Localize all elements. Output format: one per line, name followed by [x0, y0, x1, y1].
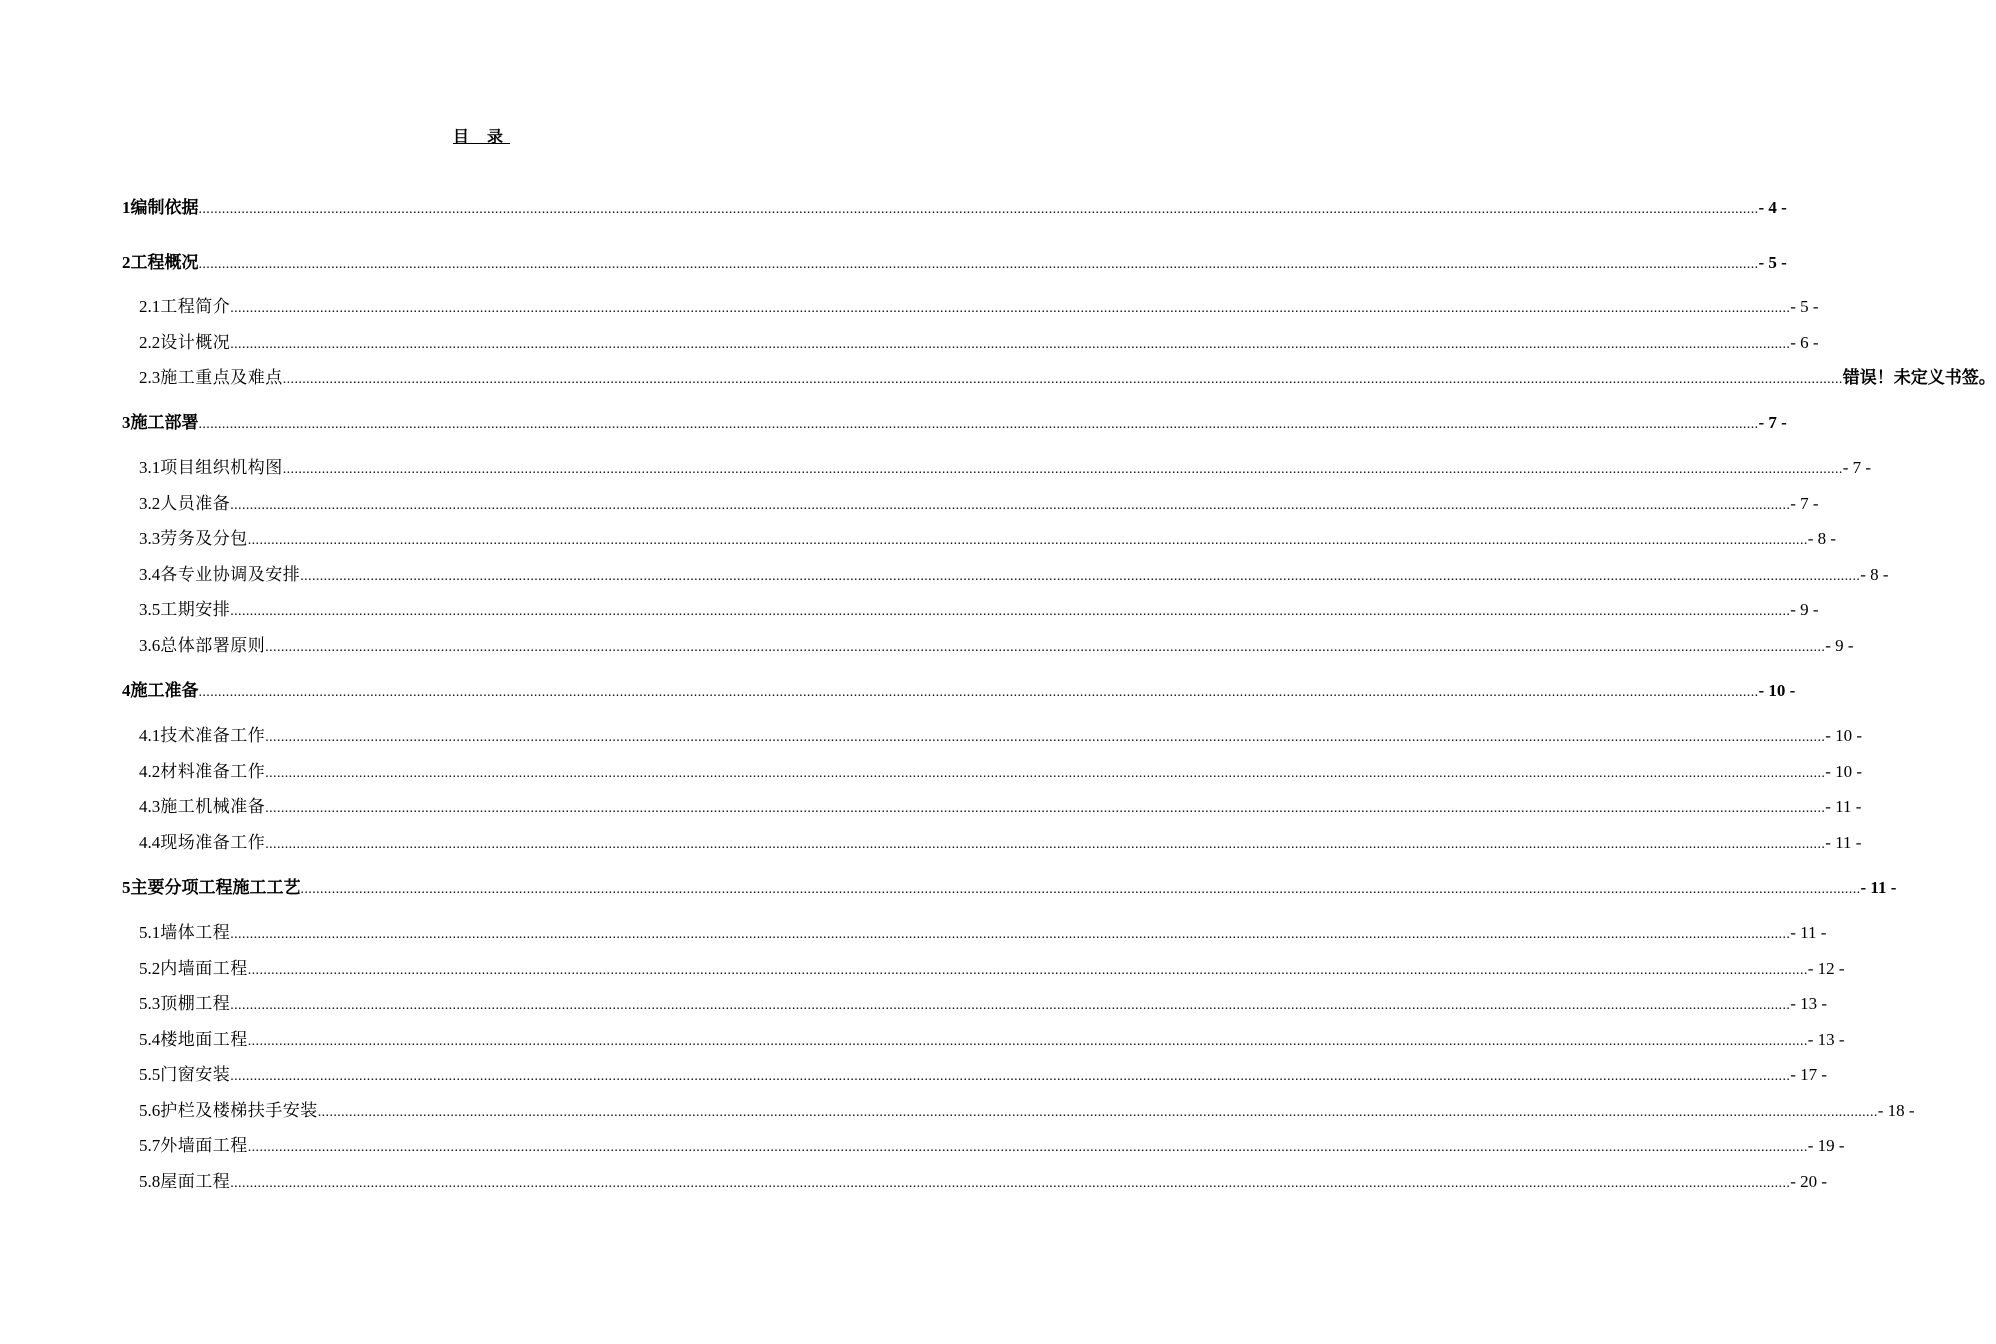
- toc-entry-title: 外墙面工程: [160, 1136, 248, 1155]
- toc-entry[interactable]: [139, 563, 1889, 587]
- toc-dot-leader: ................................................................................................................................................................................................................................................................................................................................................................................................................: [300, 569, 1861, 584]
- toc-entry-number: 5.8: [139, 1172, 161, 1191]
- toc-entry-page: - 5 -: [1758, 253, 1787, 272]
- toc-entry[interactable]: [139, 331, 1819, 355]
- toc-entry-number: 3: [122, 413, 131, 432]
- toc-entry-page: - 13 -: [1790, 994, 1828, 1013]
- toc-entry-title: 材料准备工作: [160, 762, 266, 781]
- toc-dot-leader: ................................................................................................................................................................................................................................................................................................................................................................................................................: [247, 1034, 1808, 1049]
- toc-entry-number: 4.4: [139, 833, 161, 852]
- toc-entry-page: - 19 -: [1807, 1136, 1845, 1155]
- toc-entry-title: 楼地面工程: [160, 1030, 248, 1049]
- toc-entry-title: 护栏及楼梯扶手安装: [160, 1101, 318, 1120]
- toc-entry[interactable]: [122, 876, 1897, 900]
- toc-entry-page: - 18 -: [1877, 1101, 1915, 1120]
- toc-entry-number: 4: [122, 681, 131, 700]
- toc-entry-number: 4.1: [139, 726, 161, 745]
- toc-entry-page: - 13 -: [1807, 1030, 1845, 1049]
- toc-dot-leader: ................................................................................................................................................................................................................................................................................................................................................................................................................: [247, 963, 1808, 978]
- toc-entry[interactable]: [122, 679, 1796, 703]
- toc-entry-title: 施工机械准备: [160, 797, 266, 816]
- toc-dot-leader: ................................................................................................................................................................................................................................................................................................................................................................................................................: [230, 927, 1791, 942]
- toc-entry-title: 墙体工程: [160, 923, 231, 942]
- toc-dot-leader: ................................................................................................................................................................................................................................................................................................................................................................................................................: [198, 202, 1759, 217]
- toc-entry-title: 人员准备: [160, 494, 231, 513]
- toc-entry[interactable]: [139, 1028, 1845, 1052]
- toc-entry-title: 施工部署: [130, 413, 199, 432]
- toc-dot-leader: ................................................................................................................................................................................................................................................................................................................................................................................................................: [265, 801, 1826, 816]
- toc-entry-number: 3.1: [139, 458, 161, 477]
- toc-entry[interactable]: [139, 831, 1862, 855]
- toc-entry-number: 5.2: [139, 959, 161, 978]
- toc-entry[interactable]: [139, 724, 1863, 748]
- toc-entry-page: - 10 -: [1758, 681, 1796, 700]
- toc-entry-number: 3.5: [139, 600, 161, 619]
- toc-entry-title: 总体部署原则: [160, 636, 266, 655]
- toc-entry-page: - 12 -: [1807, 959, 1845, 978]
- toc-entry-number: 3.2: [139, 494, 161, 513]
- toc-entry-number: 5.6: [139, 1101, 161, 1120]
- toc-entry[interactable]: [139, 598, 1819, 622]
- toc-entry[interactable]: [139, 992, 1828, 1016]
- toc-entry-page: - 4 -: [1758, 198, 1787, 217]
- toc-dot-leader: ................................................................................................................................................................................................................................................................................................................................................................................................................: [230, 604, 1791, 619]
- toc-entry-page: - 8 -: [1860, 565, 1889, 584]
- toc-entry[interactable]: [139, 1063, 1828, 1087]
- toc-dot-leader: ................................................................................................................................................................................................................................................................................................................................................................................................................: [282, 462, 1843, 477]
- toc-dot-leader: ................................................................................................................................................................................................................................................................................................................................................................................................................: [230, 998, 1791, 1013]
- toc-entry-page: - 11 -: [1825, 797, 1862, 816]
- toc-entry-number: 3.4: [139, 565, 161, 584]
- toc-entry-title: 主要分项工程施工工艺: [130, 878, 301, 897]
- toc-entry[interactable]: [139, 795, 1862, 819]
- toc-entry-number: 4.3: [139, 797, 161, 816]
- toc-entry-number: 3.3: [139, 529, 161, 548]
- toc-dot-leader: ................................................................................................................................................................................................................................................................................................................................................................................................................: [230, 301, 1791, 316]
- toc-entry-number: 5.1: [139, 923, 161, 942]
- toc-entry-title: 顶棚工程: [160, 994, 231, 1013]
- toc-entry-title: 内墙面工程: [160, 959, 248, 978]
- toc-entry-page: - 17 -: [1790, 1065, 1828, 1084]
- toc-entry-page: - 11 -: [1790, 923, 1827, 942]
- toc-entry-number: 1: [122, 198, 131, 217]
- toc-dot-leader: ................................................................................................................................................................................................................................................................................................................................................................................................................: [282, 372, 1843, 387]
- toc-dot-leader: ................................................................................................................................................................................................................................................................................................................................................................................................................: [247, 1140, 1808, 1155]
- toc-dot-leader: ................................................................................................................................................................................................................................................................................................................................................................................................................: [230, 498, 1791, 513]
- toc-entry-page: - 11 -: [1860, 878, 1897, 897]
- toc-entry-page: - 6 -: [1790, 333, 1819, 352]
- toc-dot-leader: ................................................................................................................................................................................................................................................................................................................................................................................................................: [317, 1105, 1878, 1120]
- toc-entry-title: 现场准备工作: [160, 833, 266, 852]
- toc-entry-number: 2.1: [139, 297, 161, 316]
- toc-entry-number: 3.6: [139, 636, 161, 655]
- toc-dot-leader: ................................................................................................................................................................................................................................................................................................................................................................................................................: [247, 533, 1808, 548]
- toc-entry[interactable]: [122, 411, 1787, 435]
- toc-entry-number: 5: [122, 878, 131, 897]
- toc-entry-number: 4.2: [139, 762, 161, 781]
- toc-entry-title: 屋面工程: [160, 1172, 231, 1191]
- toc-entry[interactable]: [139, 366, 1996, 390]
- toc-dot-leader: ................................................................................................................................................................................................................................................................................................................................................................................................................: [265, 766, 1826, 781]
- toc-entry-number: 2.2: [139, 333, 161, 352]
- toc-dot-leader: ................................................................................................................................................................................................................................................................................................................................................................................................................: [198, 685, 1759, 700]
- toc-entry[interactable]: [139, 634, 1854, 658]
- toc-dot-leader: ................................................................................................................................................................................................................................................................................................................................................................................................................: [230, 1176, 1791, 1191]
- toc-entry-page: - 20 -: [1790, 1172, 1828, 1191]
- toc-dot-leader: ................................................................................................................................................................................................................................................................................................................................................................................................................: [265, 837, 1826, 852]
- toc-entry-number: 5.4: [139, 1030, 161, 1049]
- toc-entry-title: 编制依据: [130, 198, 199, 217]
- toc-dot-leader: ................................................................................................................................................................................................................................................................................................................................................................................................................: [198, 257, 1759, 272]
- toc-entry-page: - 9 -: [1790, 600, 1819, 619]
- toc-entry-title: 门窗安装: [160, 1065, 231, 1084]
- toc-entry-page: - 10 -: [1825, 762, 1863, 781]
- toc-entry[interactable]: [122, 196, 1787, 220]
- toc-entry-page: - 8 -: [1807, 529, 1837, 548]
- toc-dot-leader: ................................................................................................................................................................................................................................................................................................................................................................................................................: [300, 882, 1861, 897]
- toc-entry-title: 工期安排: [160, 600, 231, 619]
- toc-entry[interactable]: [139, 492, 1819, 516]
- toc-entry[interactable]: [139, 760, 1863, 784]
- toc-entry-title: 工程概况: [130, 253, 199, 272]
- toc-entry-title: 劳务及分包: [160, 529, 248, 548]
- toc-dot-leader: ................................................................................................................................................................................................................................................................................................................................................................................................................: [198, 417, 1759, 432]
- toc-dot-leader: ................................................................................................................................................................................................................................................................................................................................................................................................................: [230, 337, 1791, 352]
- toc-entry[interactable]: [139, 527, 1837, 551]
- toc-entry[interactable]: [122, 251, 1787, 275]
- toc-heading: 目 录: [452, 129, 510, 146]
- toc-entry-title: 设计概况: [160, 333, 231, 352]
- toc-entry-page: - 11 -: [1825, 833, 1862, 852]
- toc-entry-number: 5.3: [139, 994, 161, 1013]
- toc-entry-page: - 10 -: [1825, 726, 1863, 745]
- toc-entry-title: 施工重点及难点: [160, 368, 283, 387]
- toc-dot-leader: ................................................................................................................................................................................................................................................................................................................................................................................................................: [265, 640, 1826, 655]
- toc-entry[interactable]: [139, 456, 1872, 480]
- toc-entry[interactable]: [139, 957, 1845, 981]
- toc-entry[interactable]: [139, 295, 1819, 319]
- toc-entry-title: 各专业协调及安排: [160, 565, 301, 584]
- toc-entry-page: - 7 -: [1758, 413, 1787, 432]
- toc-entry-page: - 7 -: [1842, 458, 1872, 477]
- toc-entry-page: - 5 -: [1790, 297, 1819, 316]
- toc-entry-number: 5.5: [139, 1065, 161, 1084]
- toc-entry[interactable]: [139, 1099, 1915, 1123]
- toc-entry[interactable]: [139, 921, 1827, 945]
- toc-entry-number: 2: [122, 253, 131, 272]
- toc-dot-leader: ................................................................................................................................................................................................................................................................................................................................................................................................................: [265, 730, 1826, 745]
- toc-entry-page: - 7 -: [1790, 494, 1819, 513]
- toc-entry[interactable]: [139, 1134, 1845, 1158]
- toc-entry[interactable]: [139, 1170, 1828, 1194]
- toc-entry-number: 5.7: [139, 1136, 161, 1155]
- toc-entry-title: 工程简介: [160, 297, 231, 316]
- toc-dot-leader: ................................................................................................................................................................................................................................................................................................................................................................................................................: [230, 1069, 1791, 1084]
- toc-entry-title: 项目组织机构图: [160, 458, 283, 477]
- toc-entry-number: 2.3: [139, 368, 161, 387]
- toc-entry-page: - 9 -: [1825, 636, 1854, 655]
- toc-entry-title: 施工准备: [130, 681, 199, 700]
- toc-entry-page: 错误！未定义书签。: [1842, 368, 1996, 387]
- toc-entry-title: 技术准备工作: [160, 726, 266, 745]
